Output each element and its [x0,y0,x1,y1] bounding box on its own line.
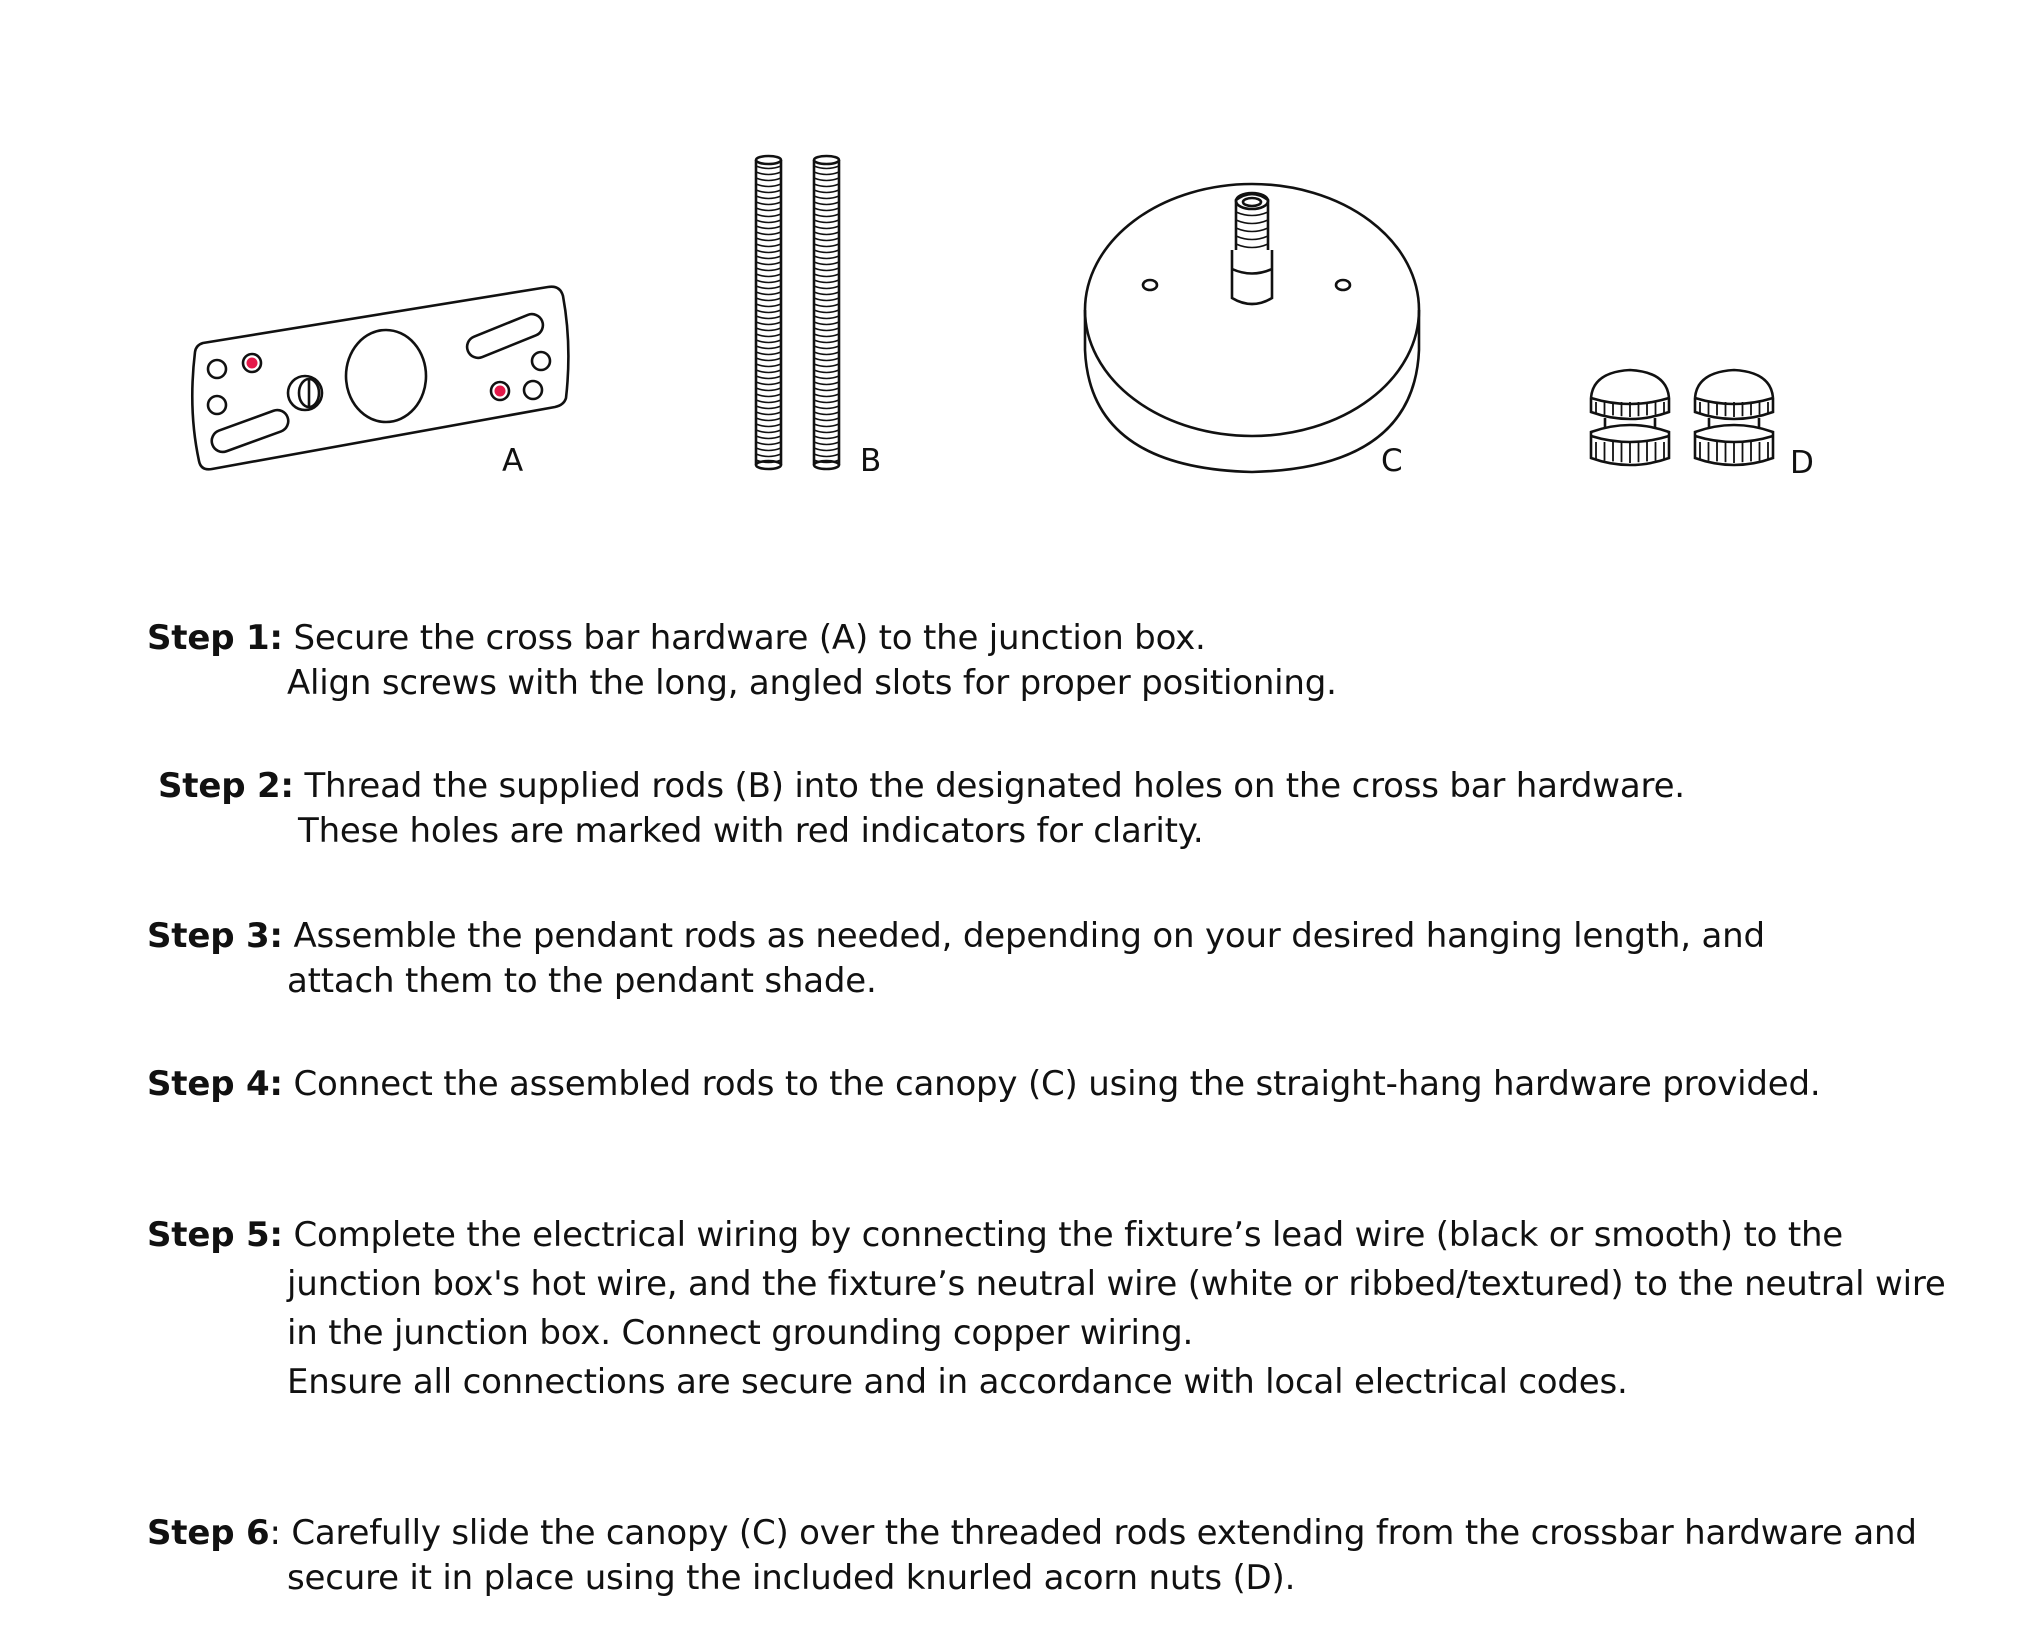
step-text: Align screws with the long, angled slots for proper positioning. [287,663,1337,703]
step-text: Complete the electrical wiring by connecting the fixture’s lead wire (black or smooth) to the [293,1215,1844,1255]
step-text: Ensure all connections are secure and in accordance with local electrical codes. [287,1362,1628,1402]
step-text: These holes are marked with red indicators for clarity. [298,811,1204,851]
acorn-nuts-icon [1591,370,1773,465]
step-text: junction box's hot wire, and the fixture’s neutral wire (white or ribbed/textured) to the neutral wire [287,1264,1946,1304]
step-text: in the junction box. Connect grounding copper wiring. [287,1313,1194,1353]
step-heading: Step 5: [147,1215,283,1255]
step-4 [147,1062,1820,1107]
crossbar-plate-icon [192,287,568,470]
threaded-rods-icon [756,156,839,469]
step-text: Connect the assembled rods to the canopy (C) using the straight-hang hardware provided. [293,1064,1821,1104]
part-label-d: D [1790,445,1814,481]
step-heading: Step 1: [147,618,283,658]
step-3 [147,914,1765,1004]
step-text: Secure the cross bar hardware (A) to the junction box. [293,618,1206,658]
step-heading: Step 4: [147,1064,283,1104]
step-heading: Step 2: [158,766,294,806]
canopy-icon [1085,184,1419,472]
step-text: Assemble the pendant rods as needed, depending on your desired hanging length, and [293,916,1765,956]
step-heading-colon: : [269,1513,281,1553]
step-heading: Step 6 [147,1513,270,1553]
part-label-a: A [502,443,524,479]
step-6 [147,1511,1917,1601]
step-text: Thread the supplied rods (B) into the designated holes on the cross bar hardware. [304,766,1685,806]
step-text: Carefully slide the canopy (C) over the threaded rods extending from the crossbar hardware and [291,1513,1917,1553]
step-heading: Step 3: [147,916,283,956]
step-text: attach them to the pendant shade. [287,961,877,1001]
parts-drawing [0,0,2026,520]
parts-illustration [0,0,2026,520]
part-label-b: B [860,443,882,479]
step-2 [158,764,1685,854]
step-text: secure it in place using the included knurled acorn nuts (D). [287,1558,1296,1598]
step-1 [147,616,1337,706]
part-label-c: C [1381,443,1403,479]
step-5 [147,1211,1946,1407]
